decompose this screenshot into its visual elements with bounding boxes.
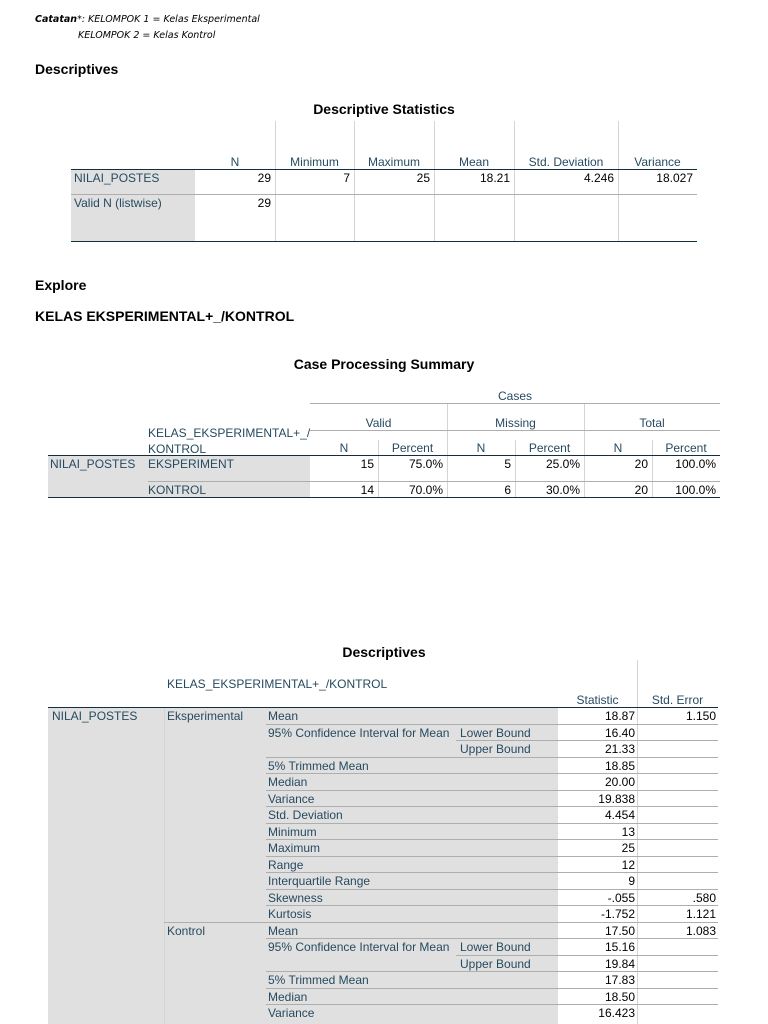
statistic-label: 5% Trimmed Mean [268, 973, 369, 987]
table-cell: 20 [634, 483, 648, 497]
table-cell: 4.246 [583, 171, 614, 185]
group-header: Total [639, 416, 665, 430]
case-summary-title: Case Processing Summary [293, 356, 475, 372]
column-header: Minimum [290, 155, 339, 169]
rule-line [266, 872, 718, 873]
rule-line [266, 1004, 718, 1005]
table-cell: 29 [257, 171, 271, 185]
section-subheading-variable: KELAS EKSPERIMENTAL+_/KONTROL [35, 308, 295, 324]
group-label: Eksperimental [167, 709, 244, 723]
std-error-value: 1.121 [685, 907, 716, 921]
descriptives-title: Descriptives [342, 644, 426, 660]
column-header: N [339, 441, 349, 455]
rule-line [456, 740, 718, 741]
column-header: Variance [634, 155, 681, 169]
group-variable-header: KELAS_EKSPERIMENTAL+_/ [148, 426, 311, 440]
statistic-value: 18.87 [604, 709, 635, 723]
table-cell: 100.0% [675, 483, 716, 497]
statistic-label: 95% Confidence Interval for Mean [268, 940, 450, 954]
column-header: Std. Deviation [528, 155, 604, 169]
table-cell: 5 [504, 457, 511, 471]
statistic-value: 25 [621, 841, 635, 855]
statistic-value: 16.423 [598, 1006, 635, 1020]
std-error-value: 1.083 [685, 923, 716, 938]
statistic-value: 18.50 [604, 989, 635, 1004]
table-cell: 18.027 [656, 171, 693, 185]
statistic-value: -1.752 [600, 907, 635, 921]
rule-line [266, 988, 718, 989]
statistic-label: Range [268, 857, 304, 872]
rule-line [266, 856, 718, 857]
rule-line [266, 823, 718, 824]
row-label: KONTROL [148, 483, 207, 497]
statistic-label: Skewness [268, 890, 323, 905]
statistic-value: 19.838 [598, 791, 635, 806]
rule-line [48, 707, 718, 708]
bound-label: Lower Bound [460, 725, 531, 740]
column-header: Maximum [367, 155, 420, 169]
dependent-variable-label: NILAI_POSTES [52, 709, 138, 723]
column-header: Mean [458, 155, 490, 169]
statistic-label: Interquartile Range [268, 874, 371, 888]
rule-line [164, 922, 718, 923]
statistic-value: 15.16 [604, 940, 635, 954]
rule-line [456, 955, 718, 956]
statistic-value: 16.40 [604, 725, 635, 740]
std-error-value: .580 [692, 890, 716, 905]
table-cell: 29 [257, 196, 271, 210]
statistic-label: 95% Confidence Interval for Mean [268, 725, 450, 740]
column-header-statistic: Statistic [576, 693, 619, 707]
statistic-label: Kurtosis [268, 907, 312, 921]
statistic-label: Variance [268, 1006, 315, 1020]
statistic-label: Mean [268, 709, 299, 723]
statistic-value: 21.33 [604, 742, 635, 756]
group-header: Missing [495, 416, 536, 430]
table-cell: 100.0% [675, 457, 716, 471]
statistic-label: Median [268, 775, 308, 789]
rule-line [266, 724, 718, 725]
column-header: N [476, 441, 486, 455]
note-line-1: Catatan*: KELOMPOK 1 = Kelas Eksperimental [35, 14, 260, 25]
column-header: N [613, 441, 623, 455]
note-line-2: KELOMPOK 2 = Kelas Kontrol [78, 30, 216, 41]
statistic-value: 17.83 [604, 973, 635, 987]
table-cell: 18.21 [479, 171, 510, 185]
column-header: Percent [528, 441, 571, 455]
column-divider [164, 708, 165, 1024]
statistic-value: -.055 [607, 890, 635, 905]
desc-stats-title: Descriptive Statistics [313, 101, 455, 117]
statistic-label: Std. Deviation [268, 808, 343, 822]
row-label: Valid N (listwise) [74, 196, 162, 210]
dependent-variable-label: NILAI_POSTES [50, 457, 136, 471]
group-label: Kontrol [167, 923, 206, 938]
cases-header: Cases [497, 389, 532, 403]
statistic-value: 18.85 [604, 758, 635, 773]
table-cell: 20 [634, 457, 648, 471]
statistic-label: Minimum [268, 824, 317, 839]
statistic-label: Maximum [268, 841, 321, 855]
rule-line [266, 773, 718, 774]
column-header: Percent [391, 441, 434, 455]
column-header: Percent [665, 441, 707, 455]
table-cell: 30.0% [545, 483, 580, 497]
rule-line [266, 971, 718, 972]
bound-label: Upper Bound [460, 742, 531, 756]
section-heading-descriptives: Descriptives [35, 61, 119, 77]
row-label: NILAI_POSTES [74, 171, 160, 185]
statistic-value: 19.84 [604, 956, 635, 971]
table-cell: 7 [343, 171, 350, 185]
table-cell: 6 [504, 483, 511, 497]
group-header: Valid [365, 416, 392, 430]
std-error-value: 1.150 [685, 709, 716, 723]
row-label: EKSPERIMENT [148, 457, 235, 471]
bound-label: Upper Bound [460, 956, 531, 971]
statistic-label: Median [268, 989, 308, 1004]
statistic-value: 9 [628, 874, 635, 888]
bound-label: Lower Bound [460, 940, 531, 954]
rule-line [266, 889, 718, 890]
statistic-label: 5% Trimmed Mean [268, 758, 369, 773]
table-cell: 75.0% [408, 457, 443, 471]
rule-line [266, 839, 718, 840]
rule-line [266, 806, 718, 807]
rule-line [266, 757, 718, 758]
statistic-value: 20.00 [604, 775, 635, 789]
statistic-value: 12 [621, 857, 635, 872]
statistic-label: Mean [268, 923, 299, 938]
rule-line [266, 905, 718, 906]
table-cell: 15 [360, 457, 374, 471]
table-cell: 25.0% [545, 457, 580, 471]
column-header-std-error: Std. Error [651, 693, 704, 707]
rule-line [266, 790, 718, 791]
group-variable-header: KELAS_EKSPERIMENTAL+_/KONTROL [167, 677, 388, 691]
table-cell: 70.0% [408, 483, 443, 497]
statistic-value: 17.50 [604, 923, 635, 938]
section-heading-explore: Explore [35, 277, 87, 293]
statistic-label: Variance [268, 791, 315, 806]
rule-line [266, 938, 718, 939]
table-cell: 25 [416, 171, 430, 185]
table-cell: 14 [360, 483, 374, 497]
statistic-value: 13 [621, 824, 635, 839]
group-variable-header: KONTROL [148, 442, 207, 456]
column-header: N [230, 155, 240, 169]
statistic-value: 4.454 [604, 808, 635, 822]
